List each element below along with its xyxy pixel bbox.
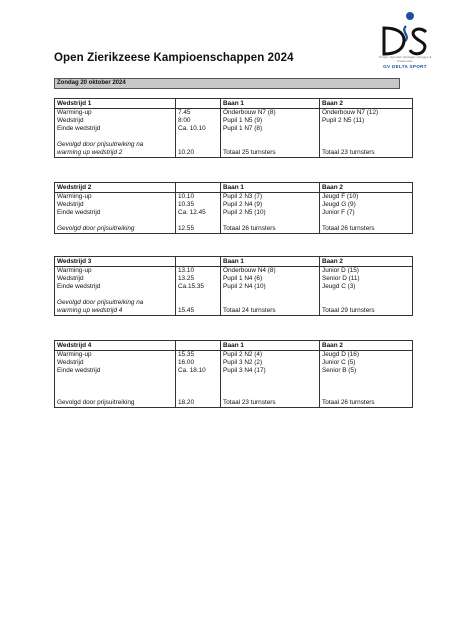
baan2-header: Baan 2 [320,99,413,109]
match-table-2 [54,182,413,234]
footer-time: 15.45 [176,307,221,316]
match-name: Wedstrijd 4 [55,341,176,351]
schedule-row [55,109,413,118]
row-time: 8:00 [176,117,221,125]
footer-label: Gevolgd door prijsuitreiking [55,225,176,234]
footer-row [55,225,413,234]
baan2-group: Pupil 2 N5 (11) [320,117,413,125]
baan1-header: Baan 1 [221,99,320,109]
baan2-group: Senior D (11) [320,275,413,283]
baan1-header: Baan 1 [221,257,320,267]
row-time: 10.35 [176,201,221,209]
baan2-total: Totaal 29 turnsters [320,307,413,316]
date-banner: Zondag 20 oktober 2024 [54,78,400,89]
baan1-header: Baan 1 [221,183,320,193]
row-label: Warming-up [55,193,176,202]
row-label: Wedstrijd [55,275,176,283]
baan2-total: Totaal 23 turnsters [320,149,413,158]
schedule-row [55,117,413,125]
baan1-header: Baan 1 [221,341,320,351]
row-label: Einde wedstrijd [55,367,176,375]
baan2-group: Junior C (5) [320,359,413,367]
baan1-group: Onderbouw N7 (8) [221,109,320,118]
schedule-row [55,367,413,375]
footer-label: warming up wedstrijd 2 [55,149,176,158]
baan2-header: Baan 2 [320,257,413,267]
match-name: Wedstrijd 1 [55,99,176,109]
baan1-group: Pupil 1 N5 (9) [221,117,320,125]
footer-label: Gevolgd door prijsuitreiking na [55,141,176,149]
baan2-header: Baan 2 [320,183,413,193]
row-label: Einde wedstrijd [55,283,176,291]
match-header-row [55,99,413,109]
schedule-row [55,201,413,209]
row-time: Ca. 10.10 [176,125,221,133]
footer-time: 10.20 [176,149,221,158]
baan1-group: Pupil 2 N2 (4) [221,351,320,360]
match-header-row [55,257,413,267]
match-name: Wedstrijd 2 [55,183,176,193]
baan2-group: Junior D (15) [320,267,413,276]
baan2-total: Totaal 26 turnsters [320,399,413,408]
logo-brand: GV DELTA SPORT [383,64,427,69]
match-table-4 [54,340,413,408]
baan2-group: Onderbouw N7 (12) [320,109,413,118]
row-time: Ca. 18.10 [176,367,221,375]
footer-row [55,141,413,149]
row-time: 13.10 [176,267,221,276]
page-title: Open Zierikzeese Kampioenschappen 2024 [54,52,294,64]
schedule-row [55,267,413,276]
logo-tagline: Turnen, Gymnast, Springen, Acrogym & Freerunnen [378,55,432,63]
schedule-row [55,359,413,367]
footer-row [55,149,413,158]
schedule-row [55,193,413,202]
baan1-group: Pupil 3 N2 (2) [221,359,320,367]
baan1-group: Onderbouw N4 (8) [221,267,320,276]
row-label: Warming-up [55,109,176,118]
footer-row [55,299,413,307]
schedule-row [55,125,413,133]
row-time: 7.45 [176,109,221,118]
baan2-group: Jeugd D (16) [320,351,413,360]
footer-time: 18.20 [176,399,221,408]
row-time: 16.00 [176,359,221,367]
row-label: Wedstrijd [55,117,176,125]
schedule-row [55,351,413,360]
baan2-total: Totaal 26 turnsters [320,225,413,234]
row-time: 13.25 [176,275,221,283]
row-label: Warming-up [55,351,176,360]
row-time: 10.10 [176,193,221,202]
baan2-group: Senior B (5) [320,367,413,375]
footer-label: warming up wedstrijd 4 [55,307,176,316]
match-name: Wedstrijd 3 [55,257,176,267]
baan1-group: Pupil 1 N4 (6) [221,275,320,283]
schedule-row [55,275,413,283]
row-label: Einde wedstrijd [55,209,176,217]
schedule-row [55,283,413,291]
baan2-group: Jeugd C (3) [320,283,413,291]
baan1-group: Pupil 2 N5 (10) [221,209,320,217]
footer-time: 12.55 [176,225,221,234]
match-table-3 [54,256,413,316]
baan1-group: Pupil 2 N4 (9) [221,201,320,209]
footer-row [55,307,413,316]
footer-label: Gevolgd door prijsuitreiking na [55,299,176,307]
schedule-row [55,209,413,217]
row-time: Ca.15.35 [176,283,221,291]
footer-label: Gevolgd door prijsuitreiking [55,399,176,408]
baan2-header: Baan 2 [320,341,413,351]
baan1-group: Pupil 2 N3 (7) [221,193,320,202]
baan1-group: Pupil 1 N7 (8) [221,125,320,133]
row-time: Ca. 12.45 [176,209,221,217]
match-table-1 [54,98,413,158]
row-label: Wedstrijd [55,201,176,209]
baan1-total: Totaal 25 turnsters [221,149,320,158]
baan1-total: Totaal 23 turnsters [221,399,320,408]
match-header-row [55,341,413,351]
baan2-group: Jeugd F (10) [320,193,413,202]
row-time: 15.35 [176,351,221,360]
baan1-group: Pupil 3 N4 (17) [221,367,320,375]
baan2-group: Jeugd G (9) [320,201,413,209]
row-label: Wedstrijd [55,359,176,367]
baan1-total: Totaal 24 turnsters [221,307,320,316]
footer-row [55,399,413,408]
baan1-total: Totaal 26 turnsters [221,225,320,234]
baan1-group: Pupil 2 N4 (10) [221,283,320,291]
row-label: Warming-up [55,267,176,276]
baan2-group [320,125,413,133]
match-header-row [55,183,413,193]
baan2-group: Junior F (7) [320,209,413,217]
row-label: Einde wedstrijd [55,125,176,133]
